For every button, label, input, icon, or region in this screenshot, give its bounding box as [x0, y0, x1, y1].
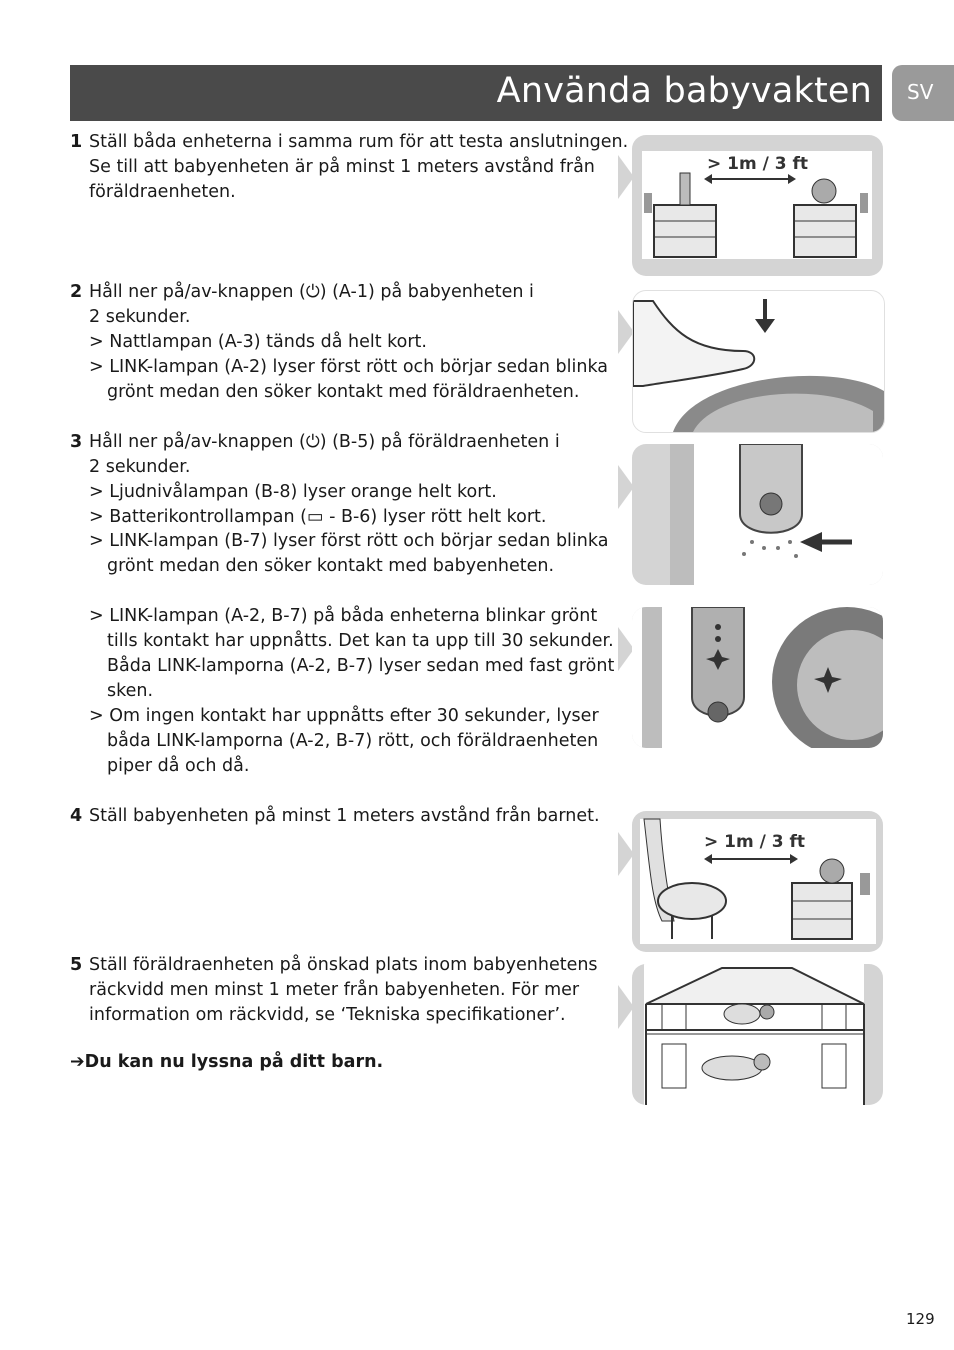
page-title: Använda babyvakten: [496, 71, 872, 111]
step-3-line-9: Båda LINK-lamporna (A-2, B-7) lyser sedan med fast grönt: [107, 656, 615, 676]
step-3-line-5: > LINK-lampan (B-7) lyser först rött och börjar sedan blinka: [89, 531, 609, 551]
figure-6-house-range: [632, 964, 883, 1105]
step-5-line-2: räckvidd men minst 1 meter från babyenheten. För mer: [89, 980, 580, 1000]
distance-label-2: > 1m / 3 ft: [704, 832, 806, 852]
figure-5-crib-distance: [632, 811, 883, 952]
step-1-number: 1: [70, 132, 83, 152]
step-3-line-4: > Batterikontrollampan (▭ - B-6) lyser rött helt kort.: [89, 507, 547, 527]
link-lamps-illustration: [632, 607, 883, 748]
step-3-line-11: > Om ingen kontakt har uppnåtts efter 30 sekunder, lyser: [89, 706, 599, 726]
step-1-line-3: föräldraenheten.: [89, 182, 236, 202]
step-4-line-1: Ställ babyenheten på minst 1 meters avstånd från barnet.: [89, 806, 600, 826]
step-3-line-2: 2 sekunder.: [89, 457, 191, 477]
figure-4-link-lamps: [632, 607, 883, 748]
step-5-number: 5: [70, 955, 83, 975]
step-3-line-12: båda LINK-lamporna (A-2, B-7) rött, och föräldraenheten: [107, 731, 599, 751]
parent-unit-illustration: [632, 444, 883, 585]
figure-1-distance-test: [632, 135, 883, 276]
dressers-illustration: [632, 135, 883, 276]
step-2-number: 2: [70, 282, 83, 302]
step-3-line-10: sken.: [107, 681, 154, 701]
step-5-line-1: Ställ föräldraenheten på önskad plats inom babyenhetens: [89, 955, 598, 975]
step-3-line-3: > Ljudnivålampan (B-8) lyser orange helt kort.: [89, 482, 497, 502]
step-2-line-2: 2 sekunder.: [89, 307, 191, 327]
page-number: 129: [906, 1310, 935, 1328]
figure-2-press-button: [632, 290, 885, 433]
step-3-number: 3: [70, 432, 83, 452]
step-2-line-5: grönt medan den söker kontakt med föräldraenheten.: [107, 382, 580, 402]
step-3-line-8: tills kontakt har uppnåtts. Det kan ta upp till 30 sekunder.: [107, 631, 614, 651]
step-2-line-1: Håll ner på/av-knappen (⏻) (A-1) på babyenheten i: [89, 282, 534, 302]
step-3-line-13: piper då och då.: [107, 756, 250, 776]
result-statement: ➔Du kan nu lyssna på ditt barn.: [70, 1052, 384, 1072]
step-4-number: 4: [70, 806, 83, 826]
figure-3-parent-unit: [632, 444, 883, 585]
step-3-line-7: > LINK-lampan (A-2, B-7) på båda enheterna blinkar grönt: [89, 606, 598, 626]
language-code: SV: [907, 80, 934, 104]
finger-press-illustration: [633, 291, 884, 432]
header-bar: [70, 65, 882, 121]
step-1-line-2: Se till att babyenheten är på minst 1 meters avstånd från: [89, 157, 595, 177]
step-5-line-3: information om räckvidd, se ‘Tekniska specifikationer’.: [89, 1005, 566, 1025]
step-1-line-1: Ställ båda enheterna i samma rum för att testa anslutningen.: [89, 132, 629, 152]
distance-label-1: > 1m / 3 ft: [707, 154, 809, 174]
step-2-line-3: > Nattlampan (A-3) tänds då helt kort.: [89, 332, 427, 352]
language-tab: [892, 65, 954, 121]
crib-illustration: [632, 811, 883, 952]
step-3-line-6: grönt medan den söker kontakt med babyenheten.: [107, 556, 555, 576]
house-illustration: [632, 964, 883, 1105]
step-2-line-4: > LINK-lampan (A-2) lyser först rött och börjar sedan blinka: [89, 357, 609, 377]
step-3-line-1: Håll ner på/av-knappen (⏻) (B-5) på föräldraenheten i: [89, 432, 560, 452]
